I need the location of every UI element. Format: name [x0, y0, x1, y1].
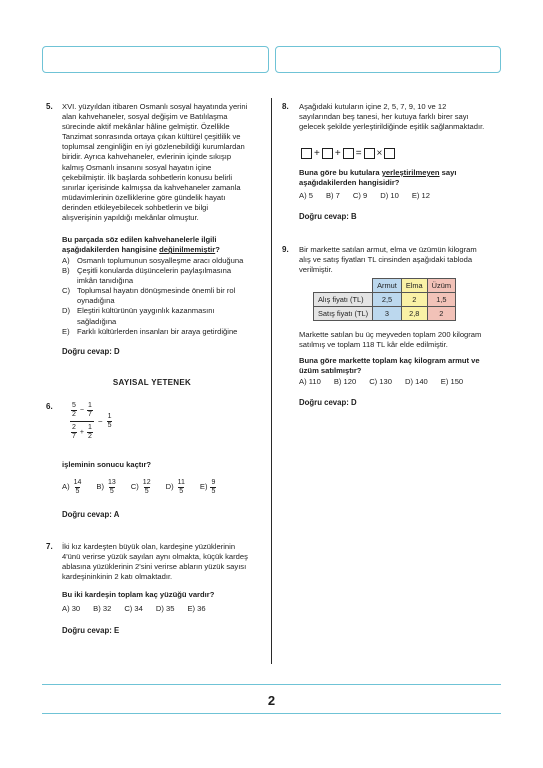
answer-box — [343, 148, 354, 159]
equation-boxes — [301, 148, 395, 159]
table-cell: 2,8 — [401, 307, 427, 321]
option-item[interactable] — [96, 479, 116, 496]
denominator: 5 — [144, 488, 149, 495]
answer-box — [322, 148, 333, 159]
option-fraction — [177, 479, 186, 496]
option-label: E) — [62, 326, 70, 336]
option-item[interactable]: B) 32 — [93, 604, 112, 613]
option-item[interactable]: B) 7 — [325, 191, 340, 200]
stem-line-1 — [299, 168, 499, 178]
option-item[interactable]: A) 5 — [299, 191, 313, 200]
section-title: SAYISAL YETENEK — [112, 378, 192, 387]
question-number: 6. — [46, 402, 53, 411]
denominator: 2 — [72, 411, 76, 418]
answer-text: Doğru cevap: D — [299, 398, 357, 407]
option-item[interactable]: B) 120 — [333, 377, 357, 386]
options-list — [62, 256, 267, 337]
option-item[interactable]: D) 10 — [380, 191, 399, 200]
footer-line-top — [42, 684, 501, 685]
question-stem: işleminin sonucu kaçtır? — [62, 460, 152, 469]
option-item[interactable]: C) 34 — [124, 604, 143, 613]
answer-text: Doğru cevap: E — [62, 626, 120, 635]
numerator: 9 — [211, 479, 216, 486]
header-box-left — [42, 46, 269, 73]
option-item[interactable]: A) 110 — [299, 377, 321, 386]
column-header-elma: Elma — [401, 279, 427, 293]
fraction — [107, 413, 113, 430]
option-label: A) — [62, 256, 70, 265]
price-table — [313, 278, 456, 321]
row-header: Alış fiyatı (TL) — [314, 293, 373, 307]
options-list — [62, 479, 230, 496]
option-text: Eleştiri kültürünün yaygınlık kazanmasını sağladığına — [77, 306, 215, 326]
numerator: 14 — [73, 479, 82, 486]
stem-underlined: değinilmemiştir — [159, 245, 216, 255]
answer-text: Doğru cevap: A — [62, 510, 120, 519]
option-item[interactable]: E) 36 — [187, 604, 206, 613]
big-fraction — [70, 402, 94, 441]
denominator: 5 — [211, 488, 216, 495]
option-label: E) — [199, 482, 208, 492]
option-item[interactable]: A) 30 — [62, 604, 81, 613]
option-item[interactable]: E) 12 — [411, 191, 430, 200]
answer-text: Doğru cevap: D — [62, 347, 120, 356]
denominator: 5 — [107, 422, 112, 429]
denominator: 7 — [72, 433, 76, 440]
numerator: 11 — [177, 479, 185, 486]
option-fraction — [73, 479, 83, 496]
option-item[interactable]: E) 150 — [440, 377, 464, 386]
row-header: Satış fiyatı (TL) — [314, 307, 373, 321]
page-number: 2 — [267, 693, 276, 708]
stem-text: sayı — [439, 168, 457, 177]
option-label: C) — [62, 286, 71, 296]
column-header-armut: Armut — [373, 279, 402, 293]
denominator: 5 — [109, 488, 114, 495]
option-fraction — [107, 479, 117, 496]
option-text: Farklı kültürlerden insanları bir araya getirdiğine — [77, 326, 238, 336]
answer-box — [301, 148, 312, 159]
table-cell: 1,5 — [427, 293, 455, 307]
question-text-2: Markette satılan bu üç meyveden toplam 200 kilogram satılmış ve toplam 118 TL kâr elde edilmiştir. — [299, 330, 482, 350]
options-list — [299, 377, 476, 387]
table-row — [314, 307, 456, 321]
numerator: 2 — [72, 424, 76, 431]
option-item[interactable] — [62, 306, 267, 326]
question-text: İki kız kardeşten büyük olan, kardeşine yüzüklerinin 4'ünü verirse yüzük sayıları aynı olmakta, küçük kardeş ablasına yüzüklerinin 2'sini verirse abların yüzük sayısı kardeşininkinin 2 katı olmaktadır. — [62, 542, 248, 582]
equals-sign: = — [355, 148, 362, 159]
option-text: Toplumsal hayatın dönüşmesinde önemli bir rol oynadığına — [77, 286, 236, 306]
option-fraction — [210, 479, 216, 496]
answer-text: Doğru cevap: B — [299, 212, 357, 221]
big-denominator — [70, 421, 94, 441]
option-item[interactable] — [62, 327, 267, 337]
stem-underlined: yerleştirilmeyen — [381, 168, 440, 177]
table-cell: 2 — [401, 293, 427, 307]
option-label: B) — [62, 266, 70, 276]
denominator: 7 — [88, 411, 92, 418]
table-row — [314, 293, 456, 307]
plus-sign: + — [314, 148, 320, 159]
question-number: 9. — [282, 245, 289, 254]
option-fraction — [142, 479, 152, 496]
fraction — [71, 402, 77, 419]
numerator: 13 — [107, 479, 116, 486]
option-item[interactable]: D) 140 — [404, 377, 428, 386]
times-sign: × — [376, 148, 383, 159]
option-label: B) — [96, 482, 104, 492]
minus-sign: − — [79, 406, 84, 414]
fraction — [71, 424, 77, 441]
question-stem: Bu iki kardeşin toplam kaç yüzüğü vardır? — [62, 590, 215, 599]
table-empty-cell — [314, 279, 373, 293]
numerator: 1 — [88, 424, 92, 431]
table-cell: 2 — [427, 307, 455, 321]
stem-text: Buna göre bu kutulara — [299, 168, 382, 177]
option-text: Osmanlı toplumunun sosyalleşme aracı olduğuna — [77, 256, 244, 265]
question-text: Aşağıdaki kutuların içine 2, 5, 7, 9, 10 ve 12 sayılarından beş tanesi, her kutuya farklı birer sayı gelecek şekilde yerleştirildiğinde eşitlik sağlanmaktadır. — [299, 102, 485, 132]
big-numerator — [70, 402, 94, 421]
option-label: C) — [130, 482, 139, 492]
options-list — [299, 191, 443, 201]
table-cell: 3 — [373, 307, 402, 321]
option-item[interactable]: D) 35 — [155, 604, 175, 613]
option-item[interactable] — [62, 266, 267, 286]
question-text: Bir markette satılan armut, elma ve üzümün kilogram alış ve satış fiyatları TL cinsinden aşağıdaki tabloda verilmiştir. — [299, 245, 477, 275]
stem-line-2 — [62, 245, 267, 255]
option-item[interactable] — [62, 286, 267, 306]
denominator: 5 — [75, 488, 80, 495]
stem-text: aşağıdakilerden hangisine — [62, 245, 160, 255]
table-cell: 2,5 — [373, 293, 402, 307]
answer-box — [384, 148, 395, 159]
fraction — [87, 402, 93, 419]
denominator: 2 — [88, 433, 92, 440]
numerator: 5 — [72, 402, 76, 409]
stem-line-1: Bu parçada söz edilen kahvehanelerle ilgili — [62, 235, 217, 244]
stem-end: ? — [215, 245, 220, 255]
option-label: A) — [62, 482, 70, 492]
numerator: 1 — [88, 402, 92, 409]
table-header-row — [314, 279, 456, 293]
option-item[interactable] — [62, 256, 267, 266]
option-item[interactable]: C) 9 — [352, 191, 368, 200]
option-label: D) — [62, 306, 71, 316]
option-item[interactable] — [62, 479, 82, 496]
question-stem — [299, 168, 499, 188]
option-label: D) — [165, 482, 174, 492]
minus-sign: − — [97, 417, 103, 426]
answer-box — [364, 148, 375, 159]
question-stem: Buna göre markette toplam kaç kilogram armut ve üzüm satılmıştır? — [299, 356, 480, 376]
question-number: 8. — [282, 102, 289, 111]
numerator: 12 — [142, 479, 151, 486]
fraction — [87, 424, 93, 441]
stem-line-2: aşağıdakilerden hangisidir? — [299, 178, 400, 188]
question-number: 5. — [46, 102, 53, 111]
column-header-uzum: Üzüm — [427, 279, 455, 293]
denominator: 5 — [179, 488, 184, 495]
numerator: 1 — [107, 413, 112, 420]
question-text: XVI. yüzyıldan itibaren Osmanlı sosyal hayatında yerini alan kahvehaneler, sosyal değişim ve Batılılaşma sürecinde aktif mekânlar hâline gelmiştir. Özellikle Tanzimat sonrasında ortaya çıkan kültürel çeşitlilik ve toplumsal zenginliğin en iyi gözlenebildiği kurumlardan biridir. Ayrıca kahvehaneler, evlerinin içinde sıkışıp kalmış Osmanlı insanını sosyal hayatın içine çekebilmiştir. İlk başlarda sohbetlerin konusu belirli sınırlar içerisinde kalmışsa da kahvehaneler zamanla müdavimlerinin özelliklerine göre gündelik hayatı derinden etkileyebilecek sohbetlerin ve bilgi alışverişinin yapıldığı mekânlar olmuştur. — [62, 102, 248, 223]
plus-sign: + — [334, 148, 341, 159]
footer-line-bottom — [42, 713, 501, 714]
option-item[interactable]: C) 130 — [369, 377, 392, 386]
question-stem — [62, 235, 267, 255]
plus-sign: + — [79, 428, 84, 436]
question-number: 7. — [46, 542, 53, 551]
option-text: Çeşitli konularda düşüncelerin paylaşılmasına imkân tanıdığına — [77, 266, 232, 286]
math-expression — [70, 402, 112, 441]
header-box-right — [275, 46, 501, 73]
option-item[interactable] — [166, 479, 186, 496]
option-item[interactable] — [200, 479, 217, 496]
option-item[interactable] — [131, 479, 152, 496]
options-list — [62, 604, 219, 614]
